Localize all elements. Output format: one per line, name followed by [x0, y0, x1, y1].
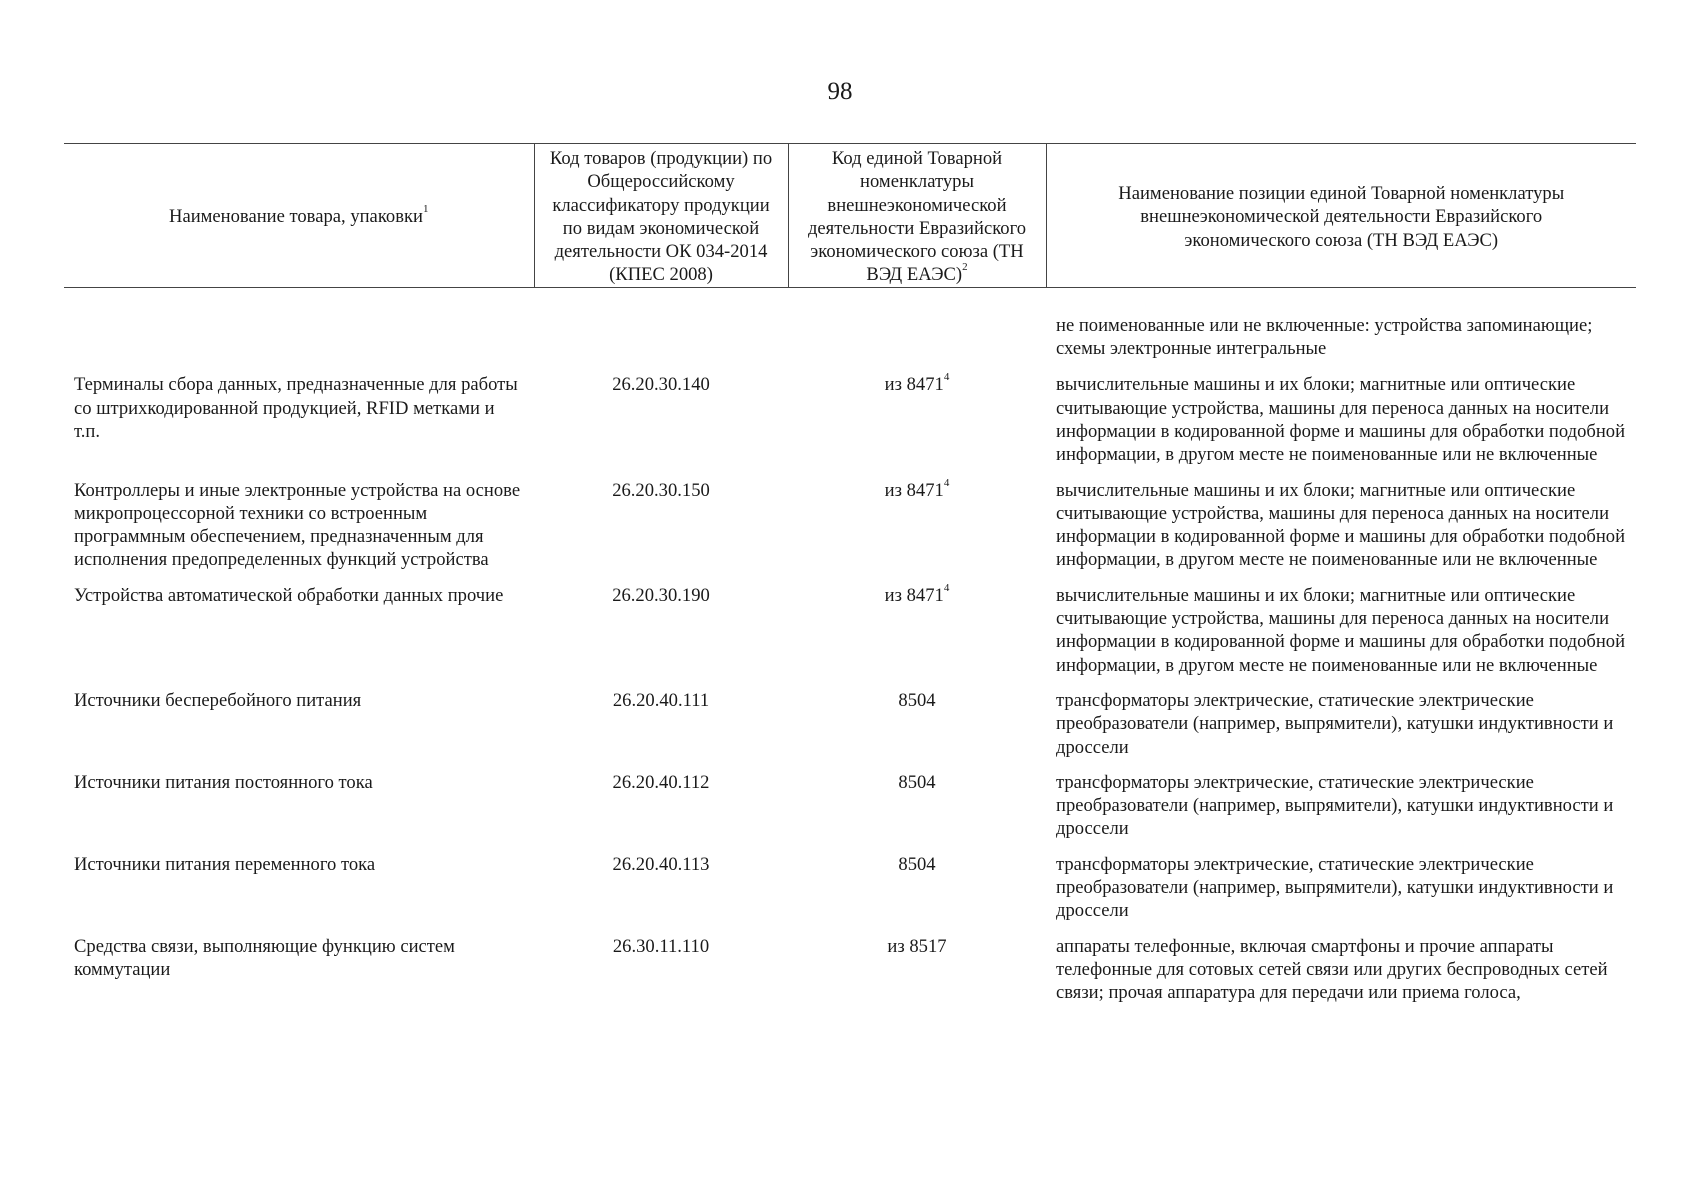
goods-name: Средства связи, выполняющие функцию систем коммутации	[74, 935, 455, 980]
goods-name: Терминалы сбора данных, предназначенные для работы со штрихкодированной продукцией, RFID метками и т.п.	[74, 374, 518, 442]
page-number: 98	[827, 78, 853, 105]
okpd-code: 26.20.30.150	[612, 479, 710, 501]
header-desc-label: Наименование позиции единой Товарной номенклатуры внешнеэкономической деятельности Евразийского экономического союза (ТН ВЭД ЕАЭС)	[1118, 182, 1565, 251]
header-okpd	[534, 144, 788, 288]
tnved-code: 8504	[898, 853, 936, 875]
goods-name: Источники бесперебойного питания	[74, 689, 362, 711]
tnved-description: вычислительные машины и их блоки; магнитные или оптические считывающие устройства, машины для переноса данных на носители информации в кодированной форме и машины для обработки подобной информации, в другом месте не поименованные или не включенные	[1056, 479, 1626, 571]
okpd-code: 26.20.40.113	[612, 853, 710, 875]
header-desc	[1046, 144, 1636, 288]
header-name-label: Наименование товара, упаковки	[169, 206, 423, 228]
table-row	[64, 853, 1636, 935]
okpd-code: 26.20.30.190	[612, 584, 710, 606]
okpd-code: 26.20.40.112	[612, 771, 710, 793]
continuation-row	[64, 287, 1636, 373]
header-name	[64, 144, 534, 288]
header-okpd-label: Код товаров (продукции) по Общероссийскому классификатору продукции по видам экономической деятельности ОК 034-2014 (КПЕС 2008)	[549, 148, 773, 286]
table-row	[64, 935, 1636, 1017]
tnved-description: трансформаторы электрические, статические электрические преобразователи (например, выпрямители), катушки индуктивности и дроссели	[1056, 771, 1614, 840]
table-row	[64, 479, 1636, 584]
header-tnved-label: Код единой Товарной номенклатуры внешнеэкономической деятельности Евразийского экономического союза (ТН ВЭД ЕАЭС)	[807, 148, 1027, 286]
tnved-code: из 8471$^4$	[884, 371, 950, 396]
goods-name: Источники питания переменного тока	[74, 853, 376, 875]
table-row	[64, 771, 1636, 853]
tnved-description: вычислительные машины и их блоки; магнитные или оптические считывающие устройства, машины для переноса данных на носители информации в кодированной форме и машины для обработки подобной информации, в другом месте не поименованные или не включенные	[1056, 584, 1626, 676]
tnved-code: из 8471$^4$	[884, 581, 950, 606]
header-tnved	[788, 144, 1046, 288]
okpd-code: 26.20.30.140	[612, 374, 710, 396]
tnved-code: из 8471$^4$	[884, 476, 950, 501]
footnote-mark: 1	[422, 203, 429, 216]
okpd-code: 26.30.11.110	[612, 935, 710, 957]
goods-name: Устройства автоматической обработки данных прочие	[74, 584, 504, 606]
footnote-mark: 4	[943, 476, 950, 489]
tnved-description: вычислительные машины и их блоки; магнитные или оптические считывающие устройства, машины для переноса данных на носители информации в кодированной форме и машины для обработки подобной информации, в другом месте не поименованные или не включенные	[1056, 374, 1626, 466]
footnote-mark: 4	[943, 371, 950, 384]
table-header	[64, 144, 1636, 288]
continuation-desc: не поименованные или не включенные: устройства запоминающие; схемы электронные интегральные	[1056, 314, 1593, 360]
tnved-description: трансформаторы электрические, статические электрические преобразователи (например, выпрямители), катушки индуктивности и дроссели	[1056, 853, 1614, 922]
tnved-description: аппараты телефонные, включая смартфоны и прочие аппараты телефонные для сотовых сетей связи или других беспроводных сетей связи; прочая аппаратура для передачи или приема голоса,	[1056, 935, 1608, 1004]
table-row	[64, 373, 1636, 478]
table-row	[64, 689, 1636, 771]
table-row	[64, 584, 1636, 689]
footnote-mark: 2	[962, 261, 968, 274]
tnved-code: 8504	[898, 689, 936, 711]
tnved-code: 8504	[898, 771, 936, 793]
goods-name: Контроллеры и иные электронные устройства на основе микропроцессорной техники со встроенным программным обеспечением, предназначенным для исполнения предопределенных функций устройства	[74, 479, 521, 571]
goods-name: Источники питания постоянного тока	[74, 771, 373, 793]
tnved-code: из 8517	[887, 935, 947, 957]
goods-table	[64, 143, 1636, 1017]
okpd-code: 26.20.40.111	[612, 689, 710, 711]
footnote-mark: 4	[943, 581, 950, 594]
tnved-description: трансформаторы электрические, статические электрические преобразователи (например, выпрямители), катушки индуктивности и дроссели	[1056, 689, 1614, 758]
